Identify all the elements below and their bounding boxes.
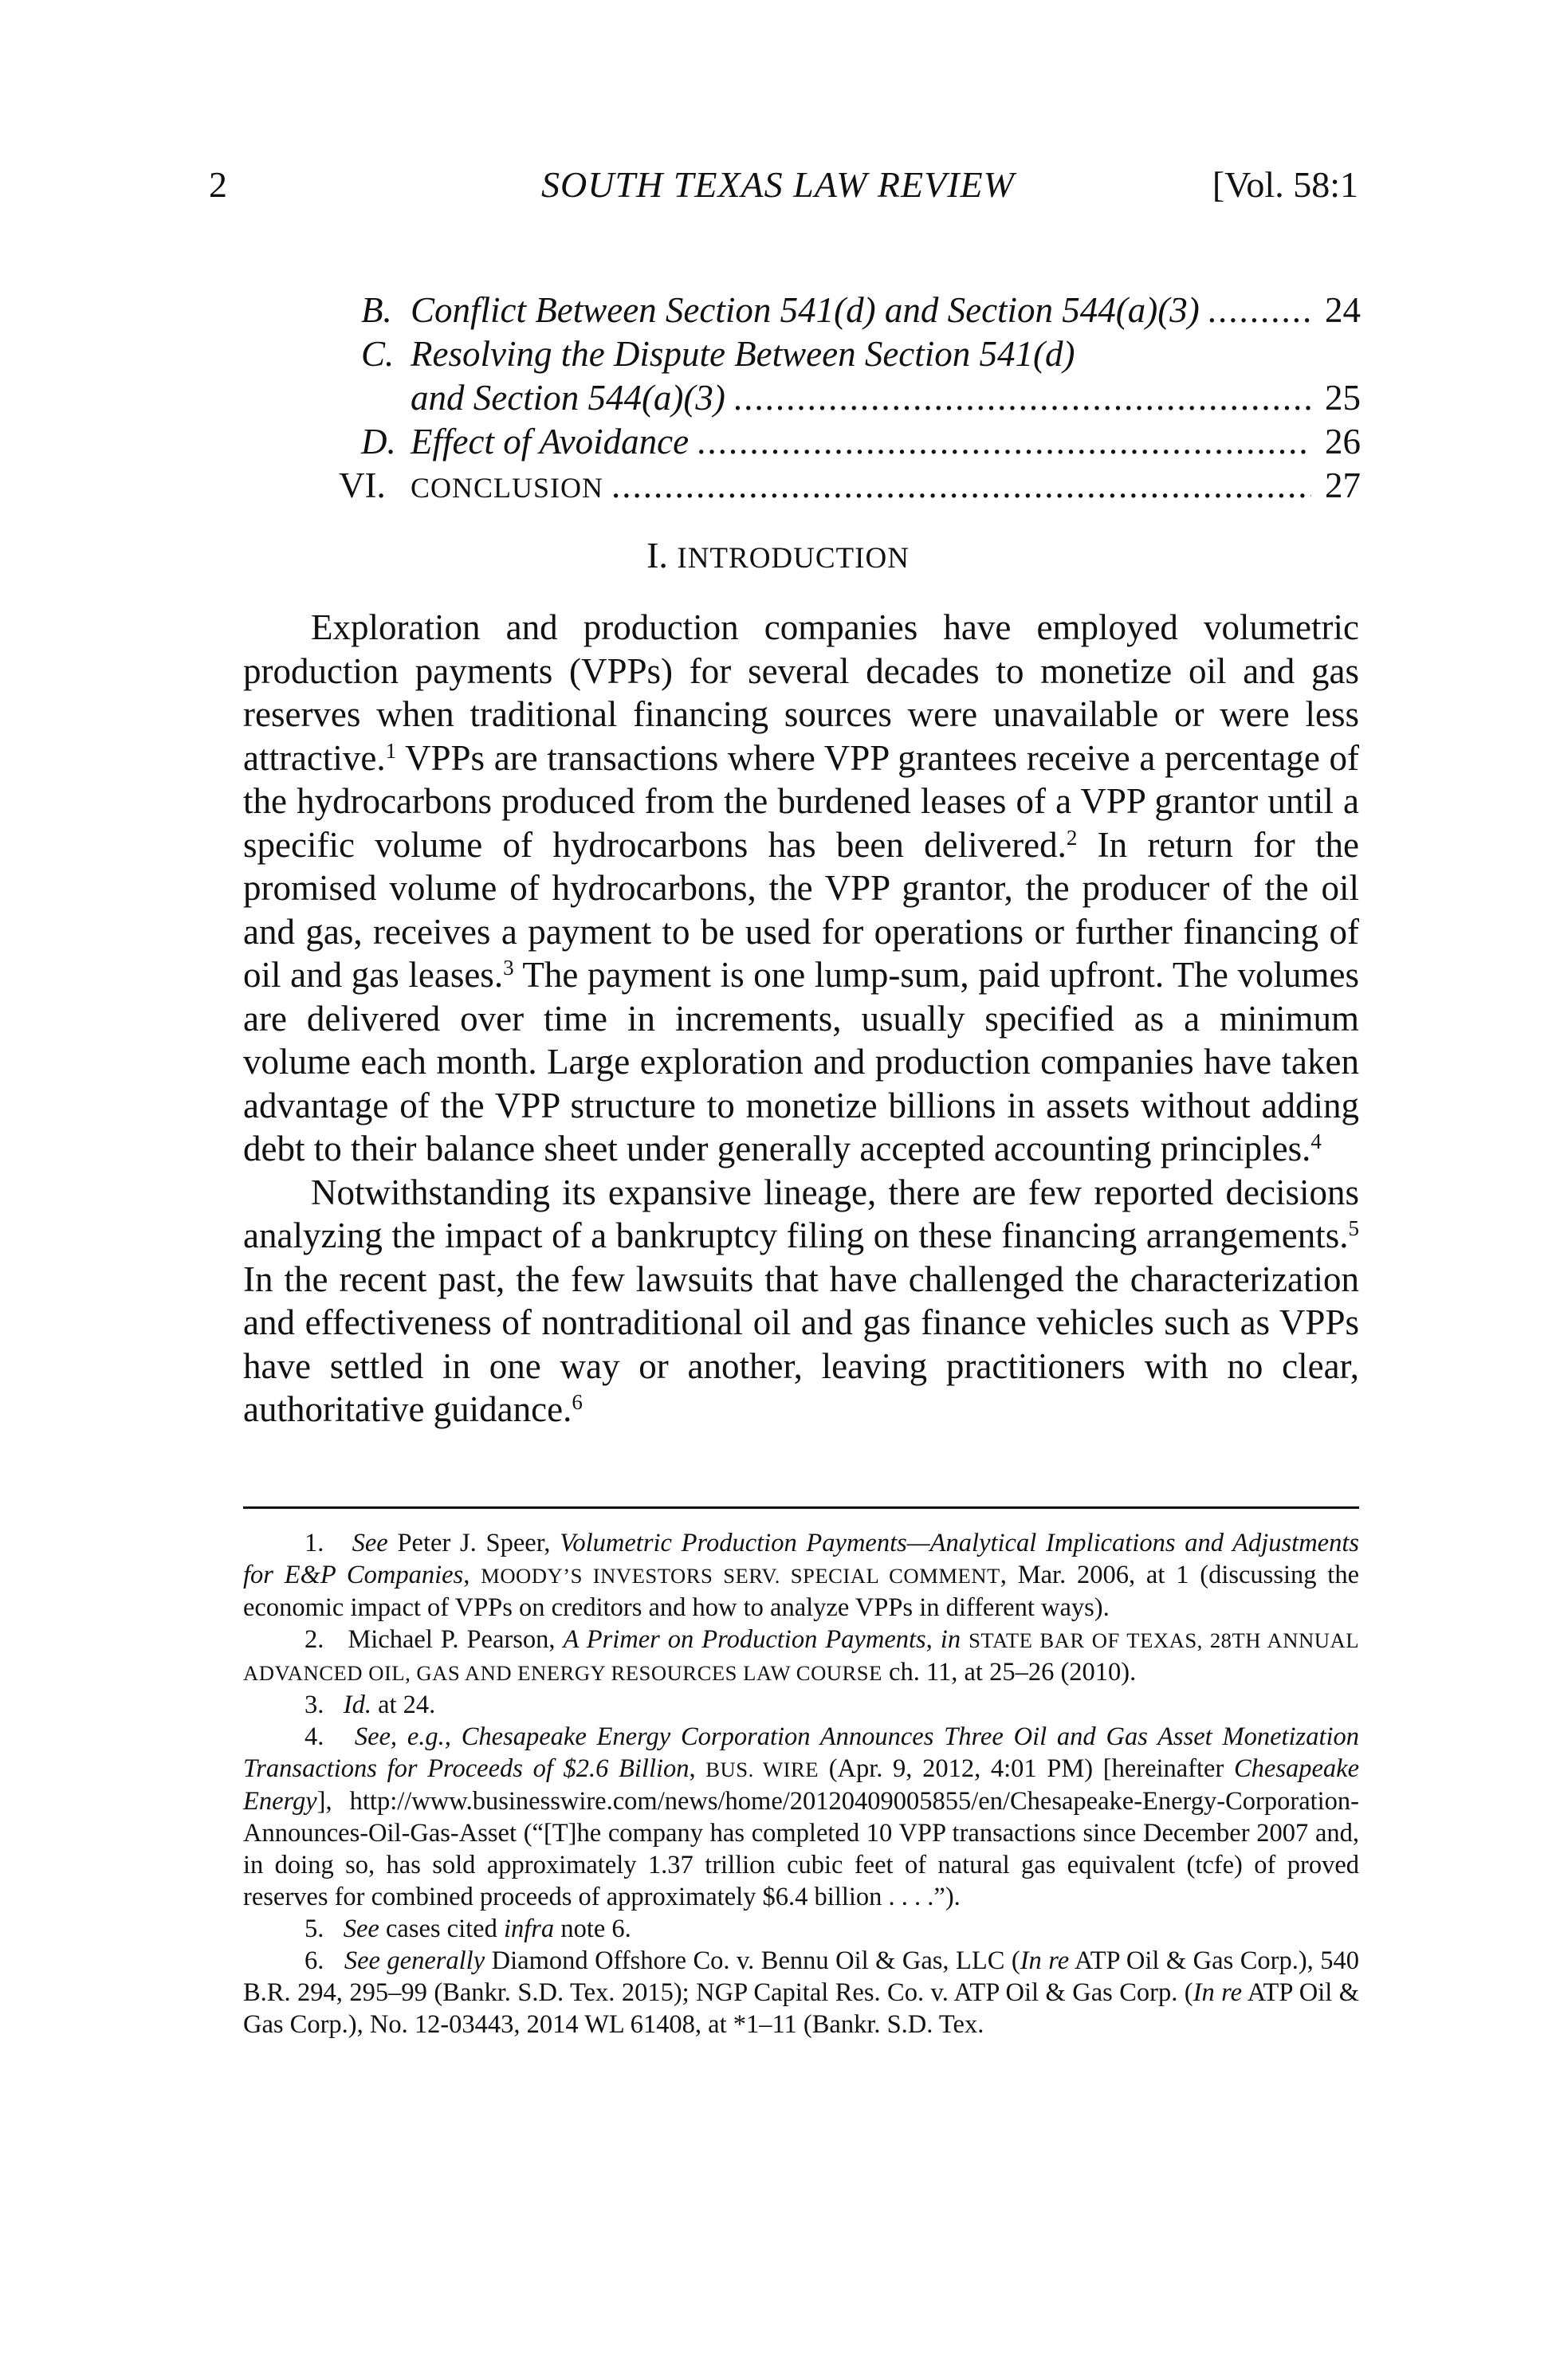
toc-entry — [339, 464, 1361, 508]
footnote-number: 4. — [305, 1722, 324, 1751]
footnote-url: http://www.businesswire.com/news/home/20120409005855/en/Chesapeake-Energy-Corporation-Announces-Oil-Gas-Asset — [243, 1787, 1359, 1848]
footnote-rest: note 6. — [560, 1915, 631, 1943]
toc-entry-number: B. — [361, 290, 392, 330]
footnote-ref: 6 — [572, 1390, 583, 1415]
footnote-author: Michael P. Pearson, — [348, 1625, 556, 1654]
footnote-5 — [243, 1913, 1359, 1945]
footnote-rule — [243, 1506, 1359, 1509]
sentence: In the recent past, the few lawsuits that have challenged the characterization and effectiveness of nontraditional oil and gas finance vehicles such as VPPs have settled in one way or another, leaving practitioners with no clear, authoritative guidance. — [243, 1259, 1359, 1429]
footnote-ref: 3 — [503, 956, 514, 980]
section-title: INTRODUCTION — [677, 542, 910, 575]
toc-entry — [339, 332, 1361, 376]
paragraph — [243, 1171, 1359, 1432]
footnote-number: 5. — [305, 1915, 324, 1943]
footnote-in-re: In re — [1193, 1978, 1243, 2007]
volume-label: [Vol. 58:1 — [1212, 164, 1358, 205]
footnote-quote: (“[T]he company has completed 10 VPP transactions since December 2007 and, in doing so, has sold approximately 1.37 trillion cubic feet of natural gas equivalent (tcfe) of proved reserves for combined proceeds of approximately $6.4 billion . . . .”). — [243, 1819, 1359, 1911]
footnote-case: Diamond Offshore Co. v. Bennu Oil & Gas, LLC ( — [491, 1946, 1020, 1975]
toc-entry — [339, 289, 1361, 332]
footnote-ref: 1 — [385, 738, 397, 763]
footnote-date: (Apr. 9, 2012, 4:01 PM) — [828, 1754, 1094, 1783]
footnote-1: 1. See Peter J. Speer, Volumetric Production Payments—Analytical Implications and Adjustments for E&P Companies, MOODY’S INVESTORS SERV. SPECIAL COMMENT, Mar. 2006, at 1 (discussing the economic impact of VPPs on creditors and how to analyze VPPs in different ways). — [243, 1529, 1360, 1622]
body-text — [243, 606, 1359, 1432]
footnote-source: MOODY’S INVESTORS SERV. SPECIAL COMMENT — [481, 1564, 1000, 1588]
running-head — [0, 163, 1556, 211]
footnote-signal: See — [343, 1915, 379, 1943]
section-heading — [0, 534, 1556, 576]
toc-entry-page: 24 — [1325, 290, 1361, 330]
footnote-rest: at 24. — [378, 1691, 436, 1719]
footnote-signal: Id. — [343, 1691, 371, 1719]
footnote-in: in — [940, 1625, 961, 1654]
toc-leader — [1208, 289, 1311, 332]
footnote-title: A Primer on Production Payments — [563, 1625, 926, 1654]
footnote-case: ATP Oil & Gas Corp.), 540 B.R. 294, 295–99 (Bankr. S.D. Tex. 2015); NGP Capital Res. Co. v. ATP Oil & Gas Corp. ( — [243, 1946, 1359, 2007]
footnote-number: 6. — [305, 1946, 324, 1975]
footnote-source: BUS. WIRE — [705, 1758, 819, 1781]
footnote-ref: 2 — [1066, 825, 1078, 850]
footnote-bracket: ], — [316, 1787, 332, 1816]
footnote-signal: See generally — [344, 1946, 485, 1975]
footnote-in-re: In re — [1020, 1946, 1070, 1975]
footnote-author: Peter J. Speer, — [397, 1529, 551, 1557]
footnote-hereinafter: [hereinafter — [1102, 1754, 1224, 1783]
toc-entry-title: Effect of Avoidance — [411, 422, 690, 461]
toc-entry — [339, 420, 1361, 464]
toc-entry-title-cont: and Section 544(a)(3) — [411, 378, 725, 418]
journal-title: SOUTH TEXAS LAW REVIEW — [541, 164, 1015, 205]
paragraph — [243, 606, 1359, 1171]
footnote-ref: 5 — [1348, 1216, 1359, 1241]
footnote-number: 3. — [305, 1691, 324, 1719]
toc-entry-page: 26 — [1325, 422, 1361, 461]
sentence: Notwithstanding its expansive lineage, there are few reported decisions analyzing the impact of a bankruptcy filing on these financing arrangements. — [243, 1172, 1359, 1255]
sentence: The payment is one lump-sum, paid upfront. The volumes are delivered over time in increments, usually specified as a minimum volume each month. Large exploration and production companies have taken advantage of the VPP structure to monetize billions in assets without adding debt to their balance sheet under generally accepted accounting principles. — [243, 955, 1359, 1168]
footnote-ref: 4 — [1310, 1129, 1322, 1154]
toc-entry-number: VI. — [339, 465, 386, 505]
footnote-title: Chesapeake Energy Corporation Announces Three Oil and Gas Asset Monetization Transactions for Proceeds of $2.6 Billion — [243, 1722, 1360, 1783]
toc-leader — [697, 420, 1311, 464]
footnote-infra: infra — [503, 1915, 555, 1943]
footnote-signal: See — [352, 1529, 388, 1557]
toc-entry-continuation — [339, 376, 1361, 420]
table-of-contents — [339, 289, 1361, 508]
toc-entry-title: Resolving the Dispute Between Section 541(d) — [411, 334, 1075, 374]
toc-entry-page: 27 — [1325, 465, 1361, 505]
toc-entry-number: C. — [361, 334, 395, 374]
toc-entry-page: 25 — [1325, 378, 1361, 418]
toc-entry-title: Conflict Between Section 541(d) and Section 544(a)(3) — [411, 290, 1200, 330]
footnote-title: Volumetric Production Payments—Analytical Implications and Adjustments for E&P Companies — [243, 1529, 1360, 1589]
footnote-6 — [243, 1945, 1359, 2040]
toc-leader — [733, 376, 1311, 420]
footnote-number: 1. — [305, 1529, 324, 1557]
footnote-rest: ch. 11, at 25–26 (2010). — [889, 1658, 1137, 1687]
section-numeral: I. — [646, 535, 668, 575]
footnote-source: STATE BAR OF TEXAS, 28TH ANNUAL ADVANCED OIL, GAS AND ENERGY RESOURCES LAW COURSE — [243, 1628, 1360, 1685]
sentence: Exploration and production companies have employed volumetric production payments (VPPs) for several decades to monetize oil and gas reserves when traditional financing sources were unavailable or were less attractive. — [243, 607, 1359, 778]
footnote-number: 2. — [305, 1625, 324, 1654]
footnote-short-cite: Chesapeake Energy — [243, 1754, 1359, 1816]
footnotes — [243, 1527, 1359, 2040]
toc-entry-number: D. — [361, 422, 396, 461]
footnote-case: ATP Oil & Gas Corp.), No. 12-03443, 2014 WL 61408, at *1–11 (Bankr. S.D. Tex. — [243, 1978, 1359, 2039]
footnote-signal: See, e.g., — [354, 1722, 451, 1751]
footnote-text: cases cited — [385, 1915, 497, 1943]
footnote-3 — [243, 1689, 1359, 1721]
sentence: VPPs are transactions where VPP grantees receive a percentage of the hydrocarbons produced from the burdened leases of a VPP grantor until a specific volume of hydrocarbons has been delivered. — [243, 737, 1360, 865]
footnote-rest: , Mar. 2006, at 1 (discussing the economic impact of VPPs on creditors and how to analyze VPPs in different ways). — [243, 1561, 1360, 1622]
toc-leader — [611, 464, 1311, 508]
page-number: 2 — [209, 164, 227, 205]
footnote-4: 4. See, e.g., Chesapeake Energy Corporation Announces Three Oil and Gas Asset Monetization Transactions for Proceeds of $2.6 Billion, BUS. WIRE (Apr. 9, 2012, 4:01 PM) [hereinafter Chesapeake Energy], http://www.businesswire.com/news/home/20120409005855/en/Chesapeake-Energy-Corporation-Announces-Oil-Gas-Asset (“[T]he company has completed 10 VPP transactions since December 2007 and, in doing so, has sold approximately 1.37 trillion cubic feet of natural gas equivalent (tcfe) of proved reserves for combined proceeds of approximately $6.4 billion . . . .”). — [243, 1722, 1360, 1911]
footnote-2: 2. Michael P. Pearson, A Primer on Production Payments, in STATE BAR OF TEXAS, 28TH ANNUAL ADVANCED OIL, GAS AND ENERGY RESOURCES LAW COURSE ch. 11, at 25–26 (2010). — [243, 1625, 1360, 1687]
toc-entry-title: CONCLUSION — [411, 472, 604, 504]
sentence: In return for the promised volume of hydrocarbons, the VPP grantor, the producer of the oil and gas, receives a payment to be used for operations or further financing of oil and gas leases. — [243, 824, 1359, 995]
